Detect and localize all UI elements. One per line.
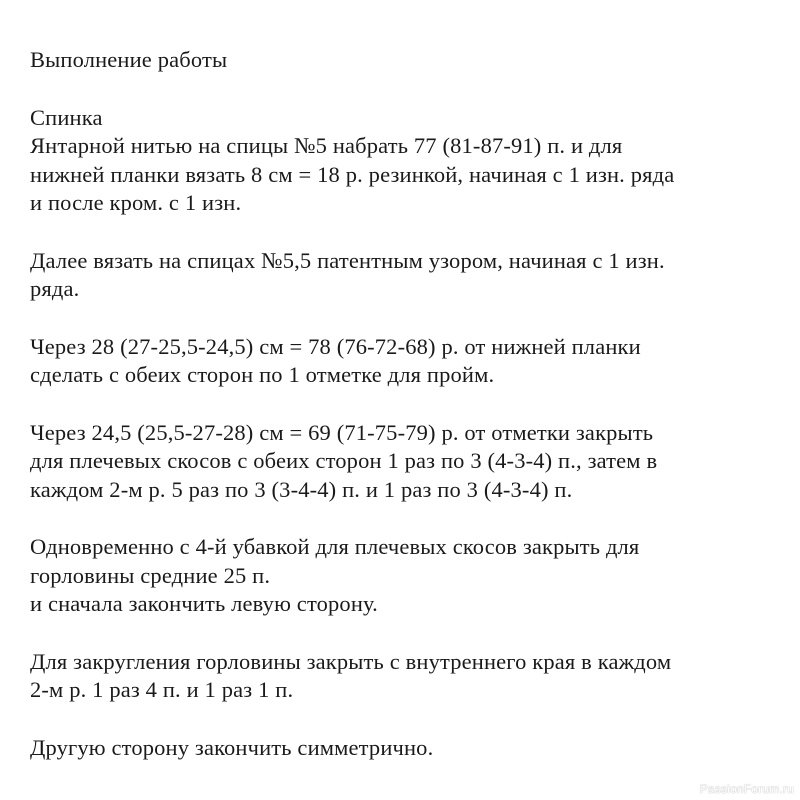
paragraph-armholes xyxy=(30,333,790,390)
text-line: Далее вязать на спицах №5,5 патентным узором, начиная с 1 изн. xyxy=(30,247,665,273)
text-line: Через 24,5 (25,5-27-28) см = 69 (71-75-79) р. от отметки закрыть xyxy=(30,419,654,445)
text-line: ряда. xyxy=(30,276,80,301)
paragraph-neck-rounding xyxy=(30,648,790,705)
text-line: Другую сторону закончить симметрично. xyxy=(30,734,434,760)
paragraph-neckline xyxy=(30,533,790,619)
text-line: каждом 2-м р. 5 раз по 3 (3-4-4) п. и 1 раз по 3 (4-3-4) п. xyxy=(30,476,573,502)
text-line: нижней планки вязать 8 см = 18 р. резинкой, начиная с 1 изн. ряда xyxy=(30,161,675,187)
text-line: Через 28 (27-25,5-24,5) см = 78 (76-72-68) р. от нижней планки xyxy=(30,333,641,359)
document-heading: Выполнение работы xyxy=(30,47,228,72)
paragraph-cast-on xyxy=(30,132,790,218)
document-page xyxy=(30,46,790,791)
text-line: и сначала закончить левую сторону. xyxy=(30,591,378,616)
paragraph-finish xyxy=(30,734,790,763)
paragraph-pattern xyxy=(30,247,790,304)
section-title-back: Спинка xyxy=(30,104,103,130)
paragraph-shoulder-shaping xyxy=(30,419,790,505)
text-line: Одновременно с 4-й убавкой для плечевых скосов закрыть для xyxy=(30,534,640,559)
text-line: горловины средние 25 п. xyxy=(30,562,271,588)
text-line: 2-м р. 1 раз 4 п. и 1 раз 1 п. xyxy=(30,677,294,702)
text-line: для плечевых скосов с обеих сторон 1 раз по 3 (4-3-4) п., затем в xyxy=(30,448,658,473)
text-line: Янтарной нитью на спицы №5 набрать 77 (81-87-91) п. и для xyxy=(30,133,623,158)
text-line: и после кром. с 1 изн. xyxy=(30,190,242,215)
text-line: Для закругления горловины закрыть с внутреннего края в каждом xyxy=(30,648,672,674)
watermark: PassionForum.ru xyxy=(699,782,794,796)
text-line: сделать с обеих сторон по 1 отметке для пройм. xyxy=(30,362,495,387)
